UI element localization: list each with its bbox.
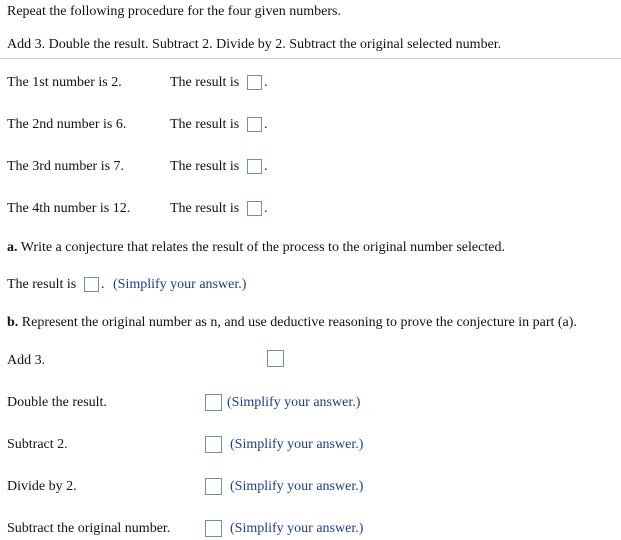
step-1-label: Add 3. — [7, 353, 46, 368]
step-5-hint: (Simplify your answer.) — [230, 521, 364, 536]
row-4-label: The 4th number is 12. — [7, 201, 131, 216]
divider — [0, 58, 621, 59]
part-a-hint: (Simplify your answer.) — [113, 277, 247, 292]
part-a-suffix: . — [101, 277, 105, 292]
instruction-text: Repeat the following procedure for the four given numbers. — [7, 4, 341, 19]
step-4-hint: (Simplify your answer.) — [230, 479, 364, 494]
row-3-answer-input[interactable] — [247, 159, 262, 174]
part-b-letter: b. — [7, 315, 19, 330]
part-a-text: Write a conjecture that relates the result of the process to the original number selected. — [20, 240, 505, 255]
row-3-result-label: The result is — [170, 159, 240, 174]
row-4-suffix: . — [264, 201, 268, 216]
row-2-suffix: . — [264, 117, 268, 132]
step-5-answer-input[interactable] — [205, 520, 222, 537]
part-b-prompt — [7, 314, 577, 332]
step-3-answer-input[interactable] — [205, 436, 222, 453]
row-2-answer-input[interactable] — [247, 117, 262, 132]
step-3-label: Subtract 2. — [7, 437, 68, 452]
step-3-hint: (Simplify your answer.) — [230, 437, 364, 452]
part-b-text: Represent the original number as n, and use deductive reasoning to prove the conjecture in part (a). — [21, 315, 577, 330]
part-a-prompt — [7, 239, 505, 257]
procedure-text: Add 3. Double the result. Subtract 2. Divide by 2. Subtract the original selected number. — [7, 37, 502, 52]
row-1-result-label: The result is — [170, 75, 240, 90]
row-1-answer-input[interactable] — [247, 75, 262, 90]
row-2-label: The 2nd number is 6. — [7, 117, 127, 132]
row-2-result-label: The result is — [170, 117, 240, 132]
row-3-label: The 3rd number is 7. — [7, 159, 125, 174]
step-5-label: Subtract the original number. — [7, 521, 171, 536]
row-4-result-label: The result is — [170, 201, 240, 216]
step-2-answer-input[interactable] — [205, 394, 222, 411]
step-4-label: Divide by 2. — [7, 479, 77, 494]
row-3-suffix: . — [264, 159, 268, 174]
row-1-suffix: . — [264, 75, 268, 90]
row-4-answer-input[interactable] — [247, 201, 262, 216]
row-1-label: The 1st number is 2. — [7, 75, 122, 90]
step-2-hint: (Simplify your answer.) — [227, 395, 361, 410]
part-a-letter: a. — [7, 240, 18, 255]
step-1-answer-input[interactable] — [267, 350, 284, 367]
step-4-answer-input[interactable] — [205, 478, 222, 495]
step-2-label: Double the result. — [7, 395, 107, 410]
part-a-result-label: The result is — [7, 277, 77, 292]
part-a-answer-input[interactable] — [84, 277, 99, 292]
